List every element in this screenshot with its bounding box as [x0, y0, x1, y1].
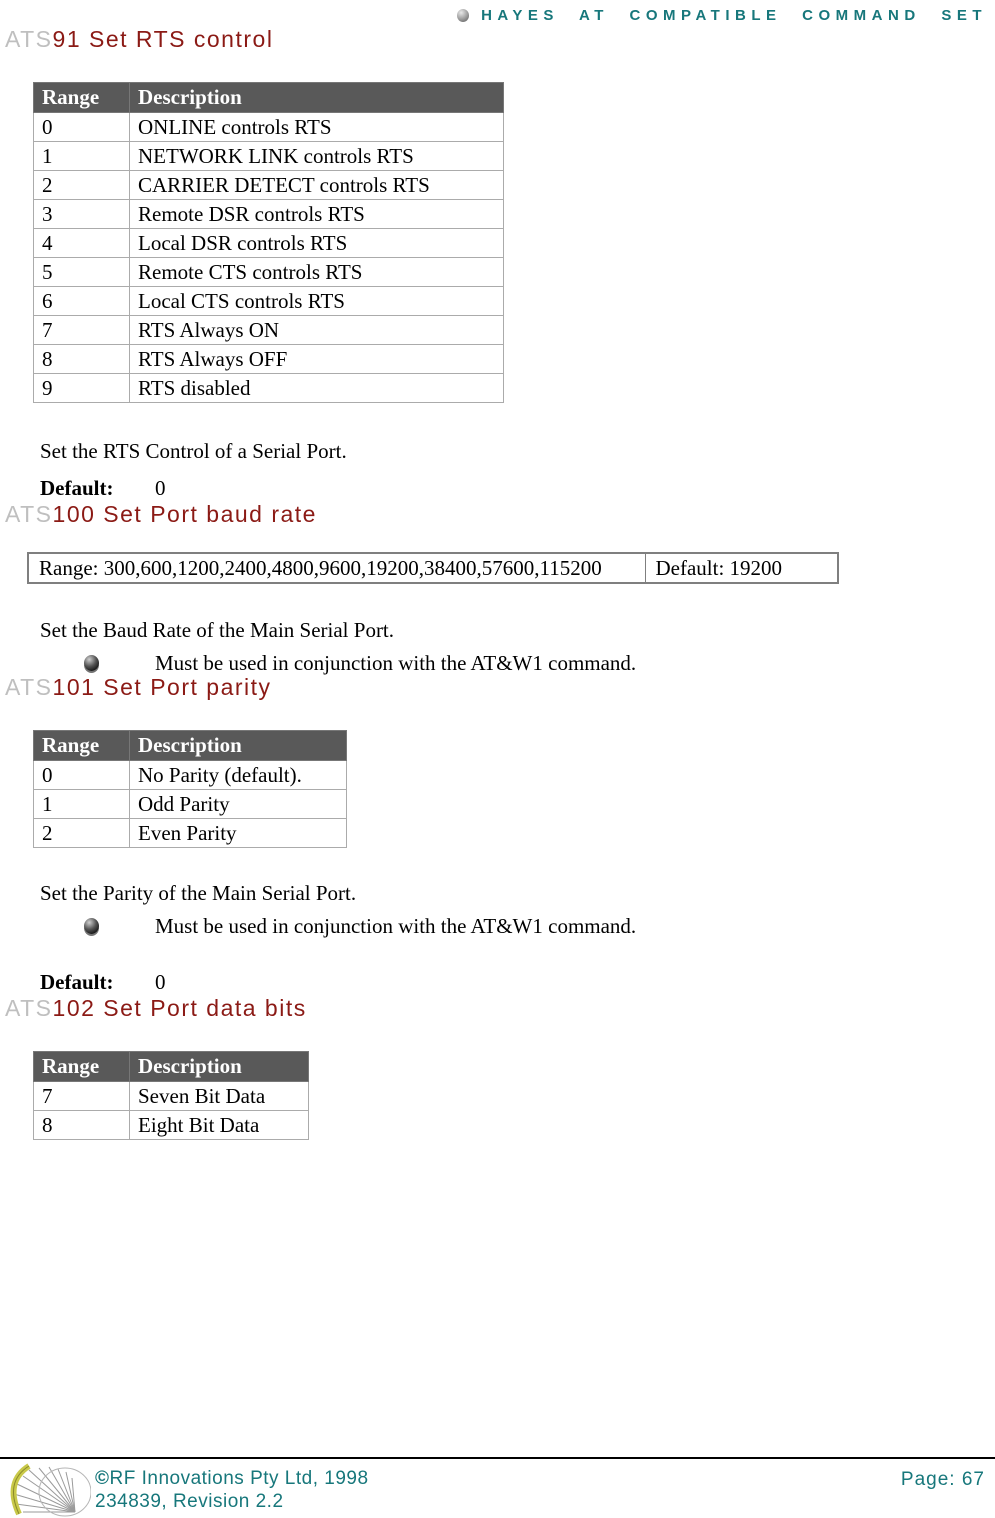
- table-row: [34, 200, 504, 229]
- company-logo: [3, 1462, 91, 1518]
- table-cell: No Parity (default).: [130, 761, 347, 790]
- table-cell: 1: [34, 790, 130, 819]
- table-row: [34, 229, 504, 258]
- table-cell: 4: [34, 229, 130, 258]
- heading-title: 91 Set RTS control: [52, 26, 274, 52]
- default-line: [40, 475, 995, 501]
- note-text: Must be used in conjunction with the AT&W1 command.: [155, 651, 637, 675]
- table-cell: 2: [34, 171, 130, 200]
- table-cell: 1: [34, 142, 130, 171]
- default-label: Default:: [40, 476, 114, 500]
- heading-title: 101 Set Port parity: [52, 674, 272, 700]
- table-cell: 6: [34, 287, 130, 316]
- footer-text: [95, 1467, 369, 1513]
- column-header: Description: [130, 1052, 309, 1082]
- revision-line: 234839, Revision 2.2: [95, 1491, 284, 1512]
- table-cell: Seven Bit Data: [130, 1082, 309, 1111]
- baud-rate-range-table: [27, 552, 839, 584]
- note-line: [84, 915, 995, 937]
- default-label: Default:: [40, 970, 114, 994]
- table-cell: RTS disabled: [130, 374, 504, 403]
- data-bits-table: [33, 1051, 309, 1140]
- section-heading-ats102: [5, 995, 995, 1022]
- table-cell: Remote DSR controls RTS: [130, 200, 504, 229]
- default-value: 0: [155, 476, 166, 500]
- table-row: [28, 553, 838, 583]
- table-row: [34, 316, 504, 345]
- table-cell: RTS Always ON: [130, 316, 504, 345]
- default-value: 0: [155, 970, 166, 994]
- section-body-text: Set the Parity of the Main Serial Port.: [40, 881, 357, 905]
- copyright-text: RF Innovations Pty Ltd, 1998: [109, 1468, 369, 1489]
- table-cell: 8: [34, 1111, 130, 1140]
- table-cell: 0: [34, 761, 130, 790]
- running-header: [0, 4, 987, 26]
- default-line: [40, 969, 995, 995]
- rts-control-table: [33, 82, 504, 403]
- table-row: [34, 113, 504, 142]
- heading-prefix: ATS: [5, 501, 53, 527]
- header-title: HAYES AT COMPATIBLE COMMAND SET: [481, 6, 987, 24]
- section-heading-ats91: [5, 26, 995, 53]
- section-body-text: Set the Baud Rate of the Main Serial Port.: [40, 618, 395, 642]
- copyright-line: [95, 1467, 369, 1490]
- sphere-bullet-icon: [457, 9, 469, 22]
- column-header: Range: [34, 83, 130, 113]
- table-row: [34, 345, 504, 374]
- table-cell: Eight Bit Data: [130, 1111, 309, 1140]
- section-body-text: Set the RTS Control of a Serial Port.: [40, 439, 347, 463]
- table-cell: RTS Always OFF: [130, 345, 504, 374]
- note-line: [84, 652, 995, 674]
- table-cell: ONLINE controls RTS: [130, 113, 504, 142]
- table-header-row: [34, 83, 504, 113]
- column-header: Description: [130, 83, 504, 113]
- note-text: Must be used in conjunction with the AT&W1 command.: [155, 914, 637, 938]
- table-cell: 2: [34, 819, 130, 848]
- port-parity-table: [33, 730, 347, 848]
- table-row: [34, 258, 504, 287]
- column-header: Range: [34, 1052, 130, 1082]
- table-cell: 7: [34, 1082, 130, 1111]
- table-cell: Default: 19200: [645, 553, 838, 583]
- table-header-row: [34, 731, 347, 761]
- table-cell: Local CTS controls RTS: [130, 287, 504, 316]
- table-cell: 9: [34, 374, 130, 403]
- table-row: [34, 374, 504, 403]
- sphere-bullet-icon: [84, 918, 99, 934]
- table-cell: NETWORK LINK controls RTS: [130, 142, 504, 171]
- table-row: [34, 1082, 309, 1111]
- table-cell: 3: [34, 200, 130, 229]
- table-cell: 7: [34, 316, 130, 345]
- heading-title: 102 Set Port data bits: [52, 995, 307, 1021]
- table-row: [34, 1111, 309, 1140]
- table-row: [34, 287, 504, 316]
- table-cell: Range: 300,600,1200,2400,4800,9600,19200,38400,57600,115200: [28, 553, 645, 583]
- table-cell: Local DSR controls RTS: [130, 229, 504, 258]
- table-cell: 5: [34, 258, 130, 287]
- section-heading-ats101: [5, 674, 995, 701]
- table-cell: Remote CTS controls RTS: [130, 258, 504, 287]
- table-row: [34, 171, 504, 200]
- heading-prefix: ATS: [5, 26, 53, 52]
- table-row: [34, 142, 504, 171]
- page-footer: [0, 1457, 995, 1515]
- heading-prefix: ATS: [5, 995, 53, 1021]
- table-row: [34, 790, 347, 819]
- section-heading-ats100: [5, 501, 995, 528]
- table-cell: 8: [34, 345, 130, 374]
- table-cell: CARRIER DETECT controls RTS: [130, 171, 504, 200]
- table-cell: 0: [34, 113, 130, 142]
- column-header: Description: [130, 731, 347, 761]
- sphere-bullet-icon: [84, 655, 99, 671]
- table-row: [34, 761, 347, 790]
- column-header: Range: [34, 731, 130, 761]
- table-row: [34, 819, 347, 848]
- heading-title: 100 Set Port baud rate: [52, 501, 317, 527]
- table-header-row: [34, 1052, 309, 1082]
- table-cell: Even Parity: [130, 819, 347, 848]
- page-number: Page: 67: [900, 1469, 985, 1490]
- copyright-symbol: ©: [95, 1468, 110, 1489]
- table-cell: Odd Parity: [130, 790, 347, 819]
- heading-prefix: ATS: [5, 674, 53, 700]
